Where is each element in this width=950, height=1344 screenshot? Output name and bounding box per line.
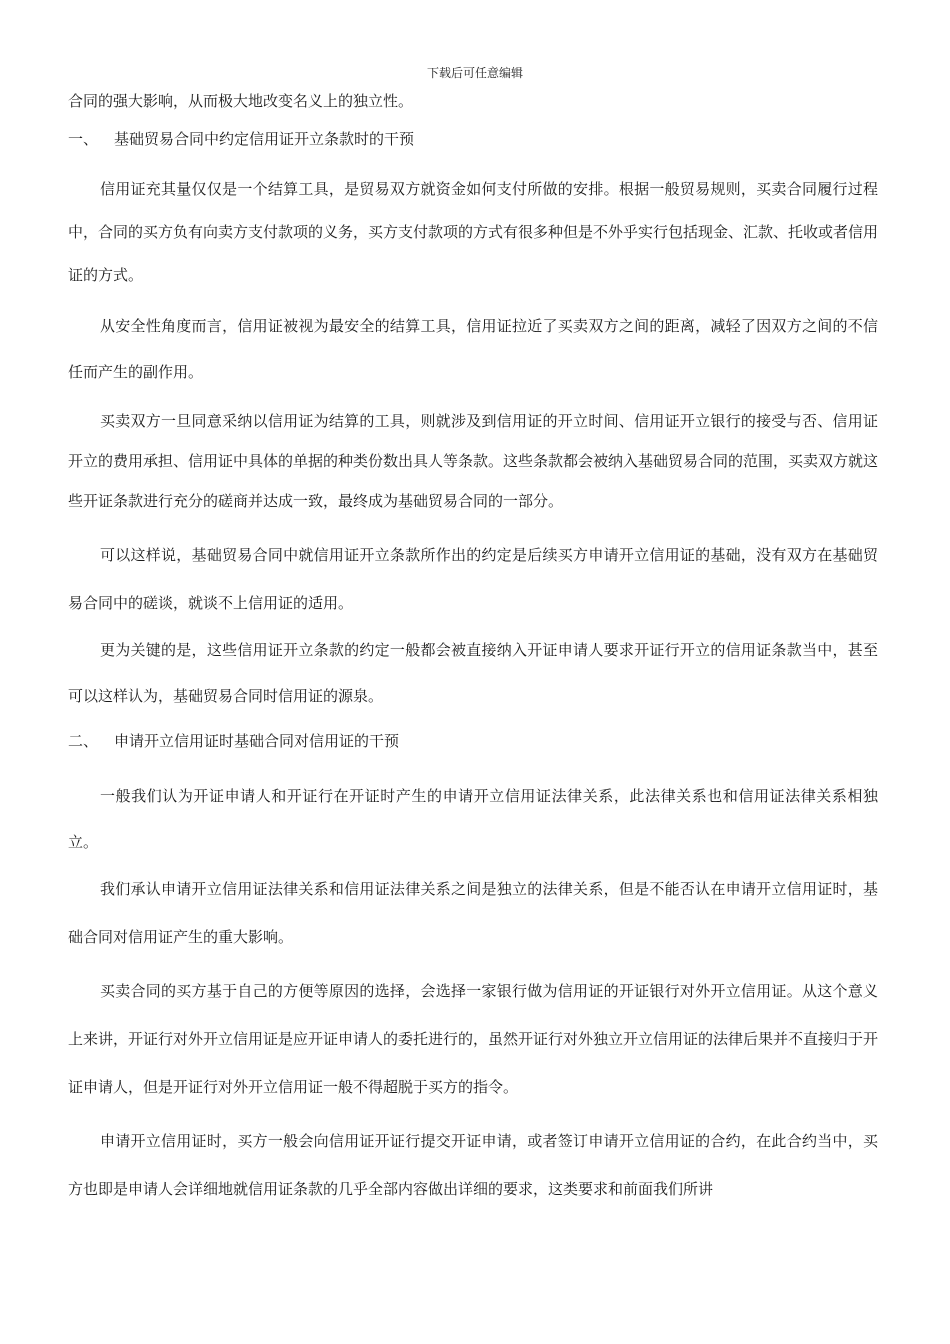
section-number-2: 二、 [68,732,99,750]
section-heading-1 [68,120,878,158]
paragraph: 信用证充其量仅仅是一个结算工具，是贸易双方就资金如何支付所做的安排。根据一般贸易规则，买卖合同履行过程中，合同的买方负有向卖方支付款项的义务，买方支付款项的方式有很多种但是不外乎实行包括现金、汇款、托收或者信用证的方式。 [68,180,879,284]
paragraph: 更为关键的是，这些信用证开立条款的约定一般都会被直接纳入开证申请人要求开证行开立的信用证条款当中，甚至可以这样认为，基础贸易合同时信用证的源泉。 [68,641,878,705]
section-heading-2 [68,719,878,763]
paragraph-continued: 合同的强大影响，从而极大地改变名义上的独立性。 [68,92,414,110]
header-note: 下载后可任意编辑 [426,66,523,80]
document-body [68,82,878,1213]
paragraph: 我们承认申请开立信用证法律关系和信用证法律关系之间是独立的法律关系，但是不能否认在申请开立信用证时，基础合同对信用证产生的重大影响。 [68,880,878,946]
section-title-1: 基础贸易合同中约定信用证开立条款时的干预 [114,130,415,148]
paragraph: 买卖合同的买方基于自己的方便等原因的选择，会选择一家银行做为信用证的开证银行对外开立信用证。从这个意义上来讲，开证行对外开立信用证是应开证申请人的委托进行的，虽然开证行对外独立开立信用证的法律后果并不直接归于开证申请人，但是开证行对外开立信用证一般不得超脱于买方的指令。 [68,982,879,1096]
section-title-2: 申请开立信用证时基础合同对信用证的干预 [114,732,400,750]
paragraph: 可以这样说，基础贸易合同中就信用证开立条款所作出的约定是后续买方申请开立信用证的基础，没有双方在基础贸易合同中的磋谈，就谈不上信用证的适用。 [68,546,878,612]
paragraph: 申请开立信用证时，买方一般会向信用证开证行提交开证申请，或者签订申请开立信用证的合约，在此合约当中，买方也即是申请人会详细地就信用证条款的几乎全部内容做出详细的要求，这类要求和前面我们所讲 [68,1132,878,1198]
paragraph: 买卖双方一旦同意采纳以信用证为结算的工具，则就涉及到信用证的开立时间、信用证开立银行的接受与否、信用证开立的费用承担、信用证中具体的单据的种类份数出具人等条款。这些条款都会被纳入基础贸易合同的范围，买卖双方就这些开证条款进行充分的磋商并达成一致，最终成为基础贸易合同的一部分。 [68,412,879,510]
paragraph: 从安全性角度而言，信用证被视为最安全的结算工具，信用证拉近了买卖双方之间的距离，减轻了因双方之间的不信任而产生的副作用。 [68,317,878,381]
section-number-1: 一、 [68,130,99,148]
paragraph: 一般我们认为开证申请人和开证行在开证时产生的申请开立信用证法律关系，此法律关系也和信用证法律关系相独立。 [68,787,878,851]
